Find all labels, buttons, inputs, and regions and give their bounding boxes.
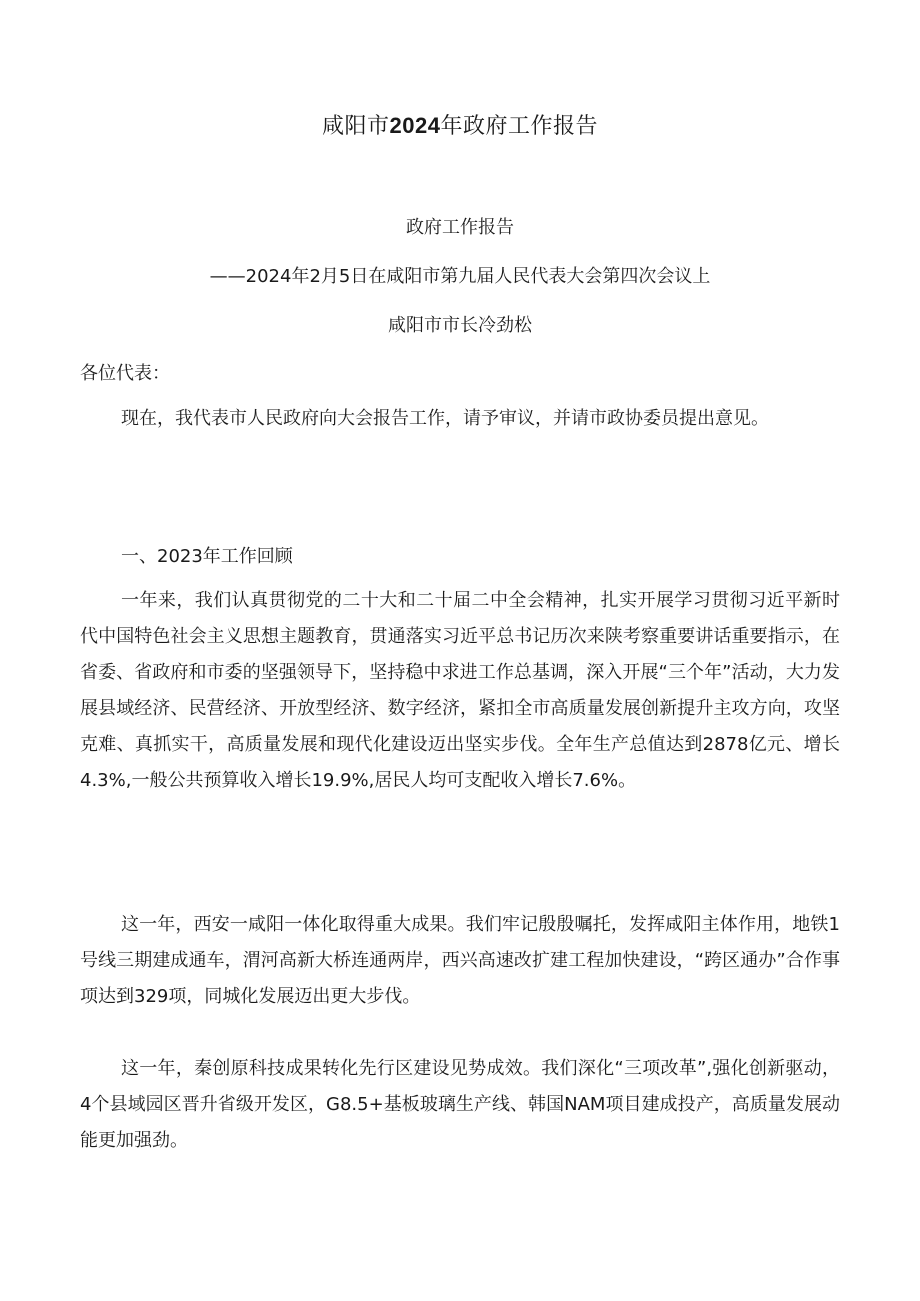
salutation: 各位代表： bbox=[80, 363, 170, 384]
report-subtitle: 政府工作报告 bbox=[406, 217, 514, 238]
title-year: 2024 bbox=[389, 113, 441, 138]
intro-paragraph: 现在，我代表市人民政府向大会报告工作，请予审议，并请市政协委员提出意见。 bbox=[121, 408, 769, 429]
title-prefix: 咸阳市 bbox=[322, 114, 390, 139]
body-paragraph: 一年来，我们认真贯彻党的二十大和二十届二中全会精神，扎实开展学习贯彻习近平新时代中国特色社会主义思想主题教育，贯通落实习近平总书记历次来陕考察重要讲话重要指示，在省委、省政府和市委的坚强领导下，坚持稳中求进工作总基调，深入开展“三个年”活动，大力发展县域经济、民营经济、开放型经济、数字经济，紧扣全市高质量发展创新提升主攻方向，攻坚克难、真抓实干，高质量发展和现代化建设迈出坚实步伐。全年生产总值达到2878亿元、增长4.3%,一般公共预算收入增长19.9%,居民人均可支配收入增长7.6%。 bbox=[80, 590, 840, 791]
document-title bbox=[0, 108, 920, 145]
body-paragraph: 这一年，秦创原科技成果转化先行区建设见势成效。我们深化“三项改革”,强化创新驱动，4个县域园区晋升省级开发区，G8.5+基板玻璃生产线、韩国NAM项目建成投产，高质量发展动能更加强劲。 bbox=[80, 1058, 840, 1151]
body-paragraph: 这一年，西安一咸阳一体化取得重大成果。我们牢记殷殷嘱托，发挥咸阳主体作用，地铁1号线三期建成通车，渭河高新大桥连通两岸，西兴高速改扩建工程加快建设，“跨区通办”合作事项达到329项，同城化发展迈出更大步伐。 bbox=[80, 914, 840, 1007]
report-author: 咸阳市市长冷劲松 bbox=[388, 315, 532, 336]
report-dateline: ——2024年2月5日在咸阳市第九届人民代表大会第四次会议上 bbox=[209, 266, 711, 287]
section-heading: 一、2023年工作回顾 bbox=[121, 546, 293, 567]
title-suffix: 年政府工作报告 bbox=[440, 114, 598, 139]
